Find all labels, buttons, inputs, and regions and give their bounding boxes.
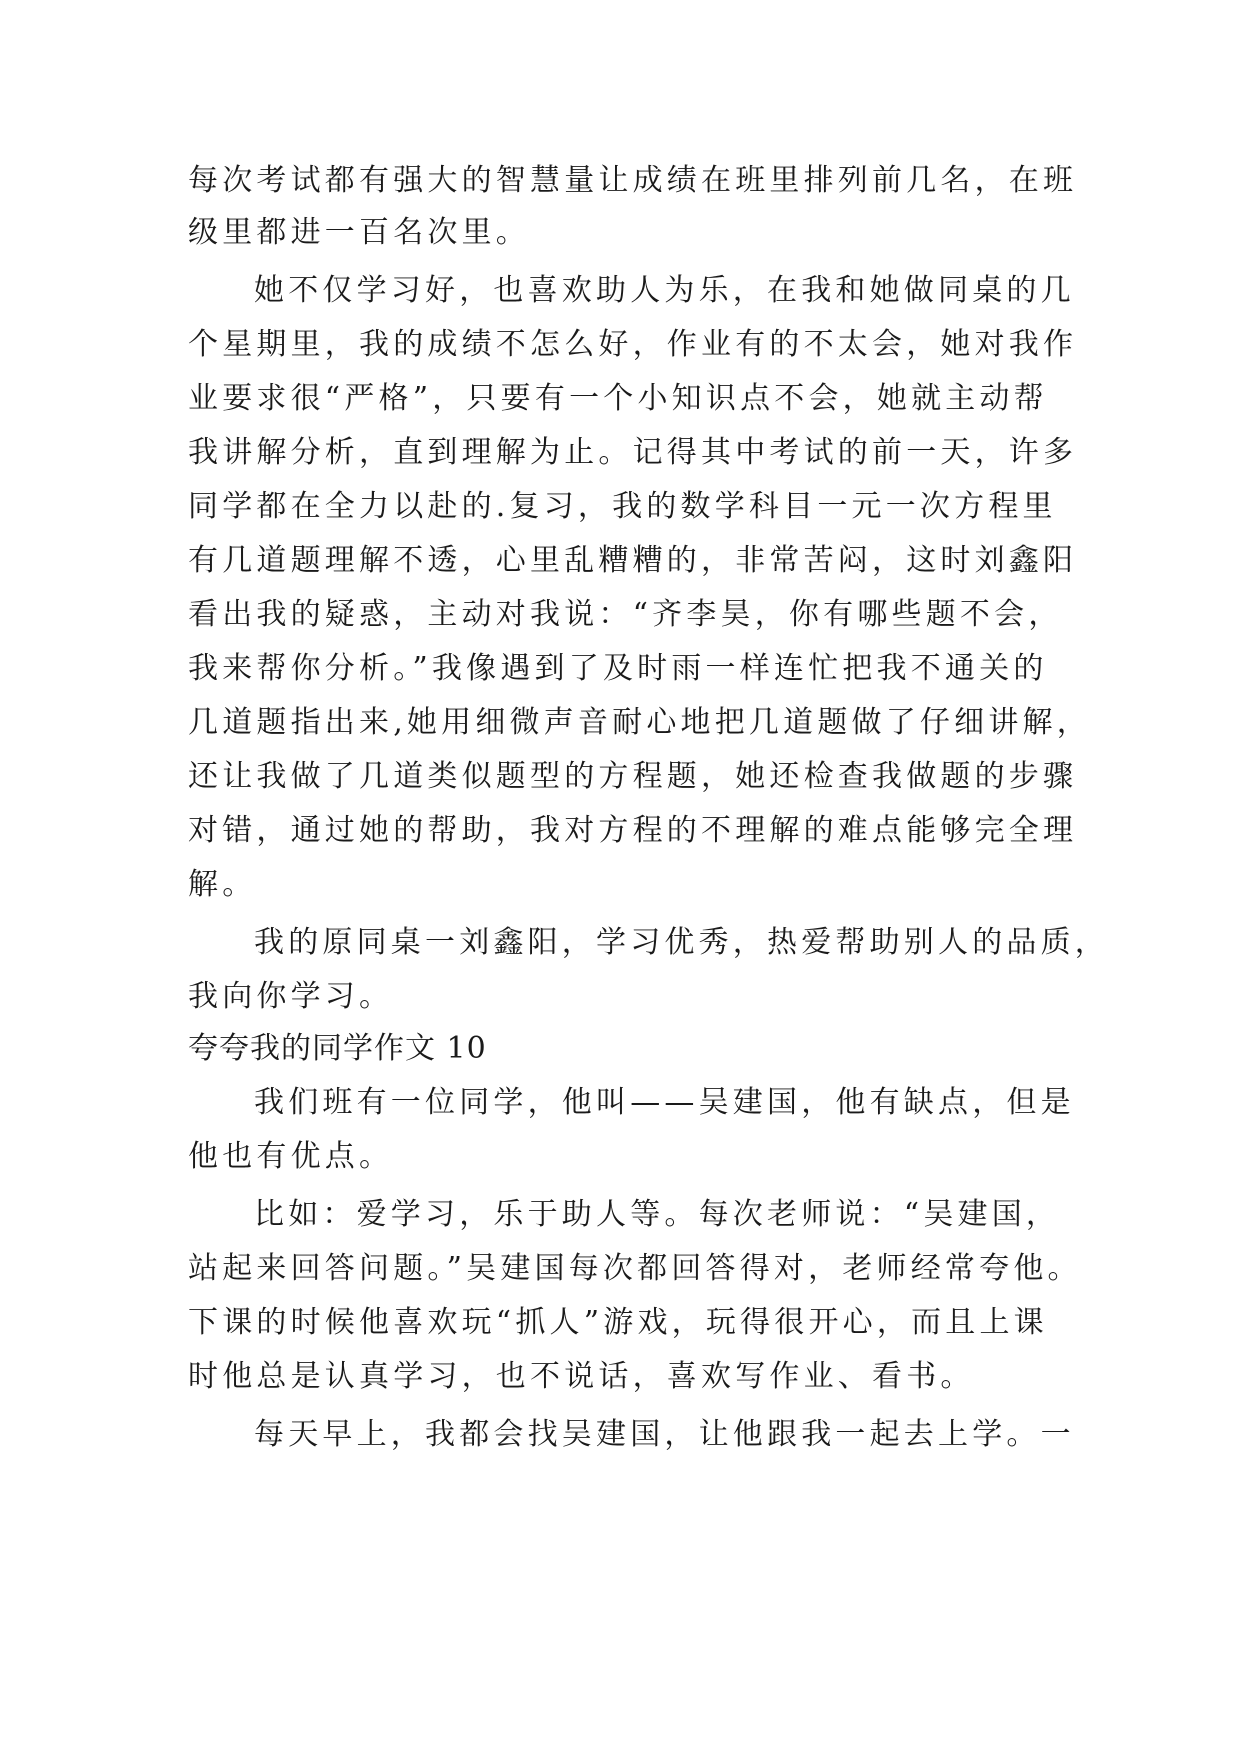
paragraph-start-line: 每天早上，我都会找吴建国，让他跟我一起去上学。一 bbox=[254, 1417, 1075, 1452]
text-line: 个星期里，我的成绩不怎么好，作业有的不太会，她对我作 bbox=[188, 327, 1078, 362]
text-line: 我向你学习。 bbox=[188, 979, 394, 1014]
text-line: 同学都在全力以赴的.复习，我的数学科目一元一次方程里 bbox=[188, 489, 1057, 524]
paragraph-start-line: 她不仅学习好，也喜欢助人为乐，在我和她做同桌的几 bbox=[254, 273, 1075, 308]
text-line: 看出我的疑惑，主动对我说：“齐李昊，你有哪些题不会， bbox=[188, 597, 1063, 632]
text-line: 时他总是认真学习，也不说话，喜欢写作业、看书。 bbox=[188, 1359, 975, 1394]
text-line: 还让我做了几道类似题型的方程题，她还检查我做题的步骤 bbox=[188, 759, 1078, 794]
paragraph-start-line: 比如：爱学习，乐于助人等。每次老师说：“吴建国， bbox=[254, 1197, 1061, 1232]
text-line: 他也有优点。 bbox=[188, 1139, 394, 1174]
text-line: 我讲解分析，直到理解为止。记得其中考试的前一天，许多 bbox=[188, 435, 1078, 470]
paragraph-start-line: 我的原同桌一刘鑫阳，学习优秀，热爱帮助别人的品质， bbox=[254, 925, 1109, 960]
text-line: 有几道题理解不透，心里乱糟糟的，非常苦闷，这时刘鑫阳 bbox=[188, 543, 1078, 578]
text-line: 级里都进一百名次里。 bbox=[188, 215, 530, 250]
text-line: 几道题指出来,她用细微声音耐心地把几道题做了仔细讲解， bbox=[188, 705, 1091, 740]
text-line: 下课的时候他喜欢玩“抓人”游戏，玩得很开心，而且上课 bbox=[188, 1305, 1048, 1340]
text-line: 我来帮你分析。”我像遇到了及时雨一样连忙把我不通关的 bbox=[188, 651, 1048, 686]
section-heading: 夸夸我的同学作文 10 bbox=[188, 1031, 487, 1066]
text-line: 解。 bbox=[188, 867, 257, 902]
text-line: 对错，通过她的帮助，我对方程的不理解的难点能够完全理 bbox=[188, 813, 1078, 848]
text-line: 业要求很“严格”，只要有一个小知识点不会，她就主动帮 bbox=[188, 381, 1048, 416]
paragraph-start-line: 我们班有一位同学，他叫——吴建国，他有缺点，但是 bbox=[254, 1085, 1075, 1120]
text-line: 站起来回答问题。”吴建国每次都回答得对，老师经常夸他。 bbox=[188, 1251, 1082, 1286]
text-line: 每次考试都有强大的智慧量让成绩在班里排列前几名，在班 bbox=[188, 163, 1078, 198]
